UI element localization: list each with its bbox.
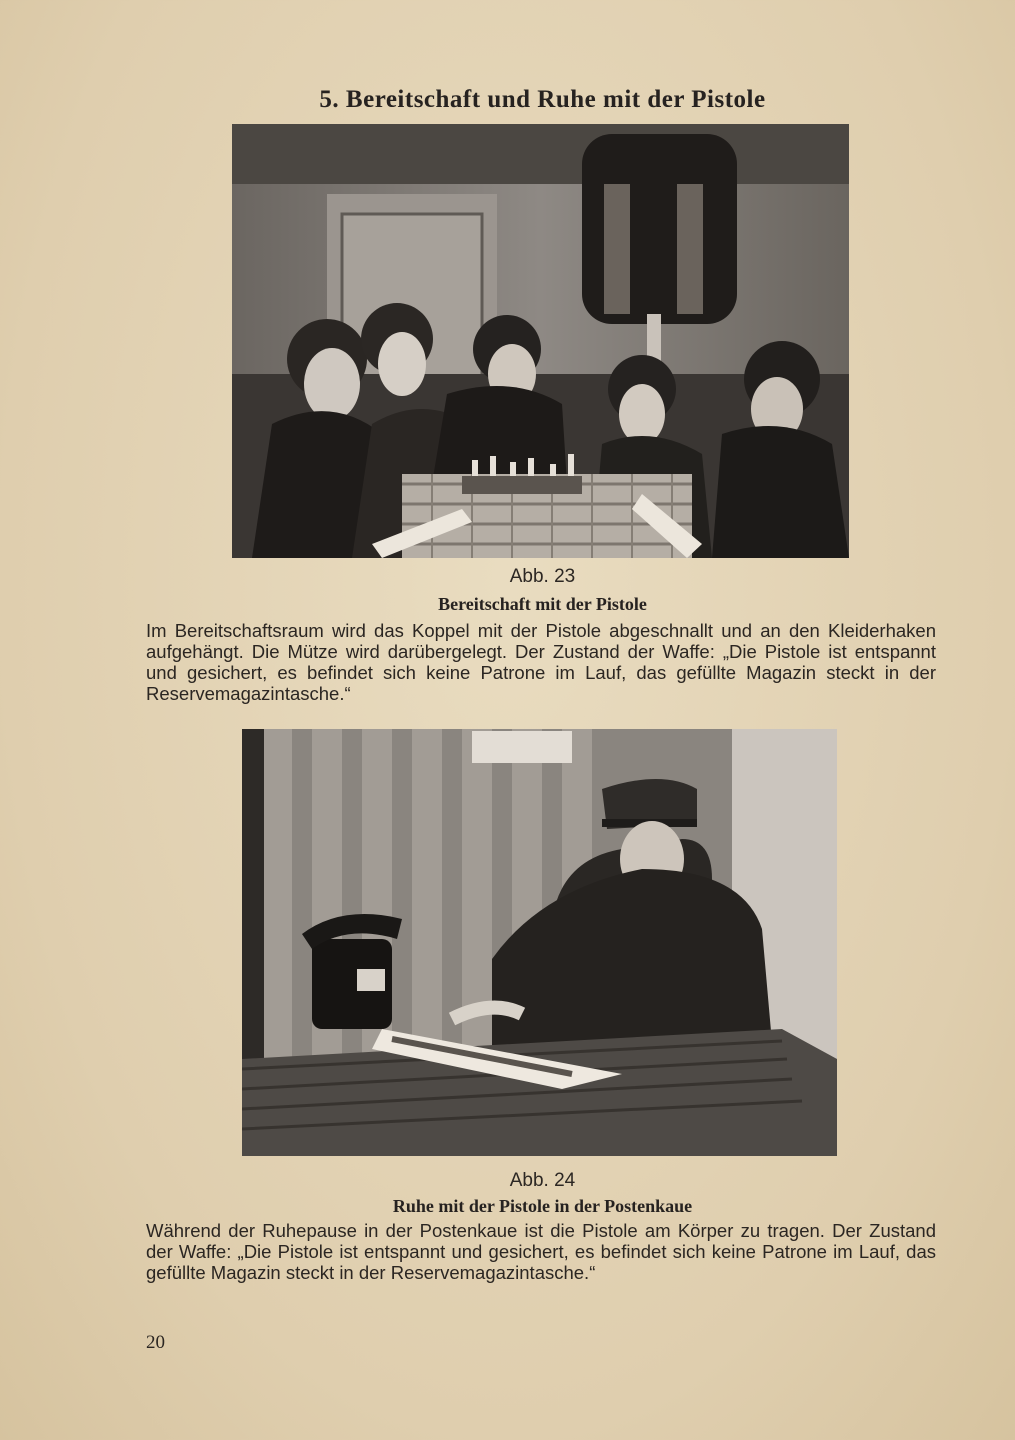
figure-text-23: Im Bereitschaftsraum wird das Koppel mit der Pistole abgeschnallt und an den Kleiderhaken aufgehängt. Die Mütze wird darübergelegt. Der Zustand der Waffe: „Die Pistole ist entspannt und gesichert, es befindet sich keine Patrone im Lauf, das gefüllte Magazin steckt in der Reservemagazintasche.“	[146, 620, 936, 704]
page-number: 20	[146, 1332, 165, 1353]
photo-soldiers-chess	[232, 124, 849, 558]
photo-soldier-telephone	[242, 729, 837, 1156]
figure-number-24: Abb. 24	[509, 1170, 576, 1191]
figure-text-24: Während der Ruhepause in der Postenkaue ist die Pistole am Körper zu tragen. Der Zustand der Waffe: „Die Pistole ist entspannt und gesichert, es befindet sich keine Patrone im Lauf, das gefüllte Magazin steckt in der Reservemagazintasche.“	[146, 1220, 936, 1283]
section-heading: 5. Bereitschaft und Ruhe mit der Pistole	[319, 86, 766, 113]
figure-number-23: Abb. 23	[509, 566, 576, 587]
figure-caption-24: Ruhe mit der Pistole in der Postenkaue	[392, 1196, 693, 1216]
figure-caption-23: Bereitschaft mit der Pistole	[438, 594, 647, 614]
